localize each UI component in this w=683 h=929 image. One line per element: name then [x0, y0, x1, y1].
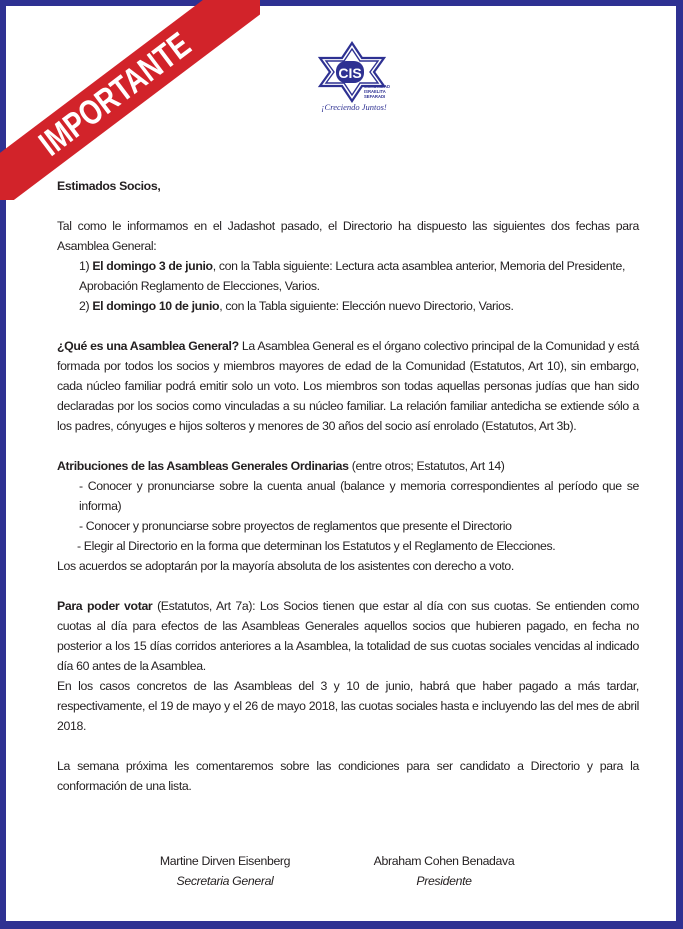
- agenda-item-2: 2) El domingo 10 de junio, con la Tabla siguiente: Elección nuevo Directorio, Varios.: [79, 299, 514, 313]
- attribution-item: - Conocer y pronunciarse sobre la cuenta anual (balance y memoria correspondientes al período que se informa): [79, 479, 639, 513]
- letter-body: [57, 176, 639, 796]
- logo-slogan: ¡Creciendo Juntos!: [321, 102, 387, 112]
- important-ribbon: [0, 0, 260, 200]
- attribution-item: - Conocer y pronunciarse sobre proyectos de reglamentos que presente el Directorio: [79, 519, 512, 533]
- greeting: Estimados Socios,: [57, 179, 161, 193]
- signer-role: Presidente: [416, 874, 472, 888]
- agreements-text: Los acuerdos se adoptarán por la mayoría absoluta de los asistentes con derecho a voto.: [57, 559, 514, 573]
- attributions-heading: Atribuciones de las Asambleas Generales Ordinarias (entre otros; Estatutos, Art 14): [57, 459, 505, 473]
- signer-role: Secretaria General: [176, 874, 274, 888]
- closing-paragraph: La semana próxima les comentaremos sobre las condiciones para ser candidato a Directorio y para la conformación de una lista.: [57, 759, 639, 793]
- signature-president: [344, 851, 544, 891]
- voting-requirements: Para poder votar (Estatutos, Art 7a): Los Socios tienen que estar al día con sus cuotas. Se entienden como cuotas al día para efectos de las Asambleas Generales aquellos socios que hubieren pagado, en fecha no posterior a los 15 días corridos anteriores a la Asamblea, la totalidad de sus cuotas sociales vencidas al indicado día 60 antes de la Asamblea.: [57, 599, 639, 673]
- agenda-item-1: 1) El domingo 3 de junio, con la Tabla siguiente: Lectura acta asamblea anterior, Memoria del Presidente, Aprobación Reglamento de Elecciones, Varios.: [79, 259, 626, 293]
- signature-secretary: [125, 851, 325, 891]
- cis-logo: [312, 40, 392, 120]
- ribbon-band: [0, 0, 260, 200]
- attribution-item: - Elegir al Directorio en la forma que determinan los Estatutos y el Reglamento de Elecciones.: [77, 539, 556, 553]
- assembly-definition: ¿Qué es una Asamblea General? La Asamblea General es el órgano colectivo principal de la Comunidad y está formada por todos los socios y miembros mayores de edad de la Comunidad (Estatutos, Art 10), sin embargo, cada núcleo familiar podrá emitir solo un voto. Los miembros son todas aquellas personas judías que han sido declaradas por los socios como vinculadas a su núcleo familiar. La relación familiar antedicha se extiende sólo a los padres, cónyuges e hijos solteros y menores de 30 años del socio así enrolado (Estatutos, Art 3b).: [57, 339, 640, 433]
- logo-org-line1: COMUNIDAD: [364, 84, 391, 89]
- signer-name: Martine Dirven Eisenberg: [159, 854, 291, 868]
- logo-initials: CIS: [338, 65, 362, 81]
- logo-org-line2: ISRAELITA: [364, 89, 386, 94]
- signer-name: Abraham Cohen Benadava: [373, 854, 515, 868]
- intro-paragraph: Tal como le informamos en el Jadashot pasado, el Directorio ha dispuesto las siguientes dos fechas para Asamblea General:: [57, 219, 639, 253]
- ribbon-label: IMPORTANTE: [31, 25, 198, 164]
- logo-org-line3: SEFARADI: [364, 94, 386, 99]
- payment-deadlines: En los casos concretos de las Asambleas del 3 y 10 de junio, habrá que haber pagado a más tardar, respectivamente, el 19 de mayo y el 26 de mayo 2018, las cuotas sociales hasta e incluyendo las del mes de abril 2018.: [57, 679, 639, 733]
